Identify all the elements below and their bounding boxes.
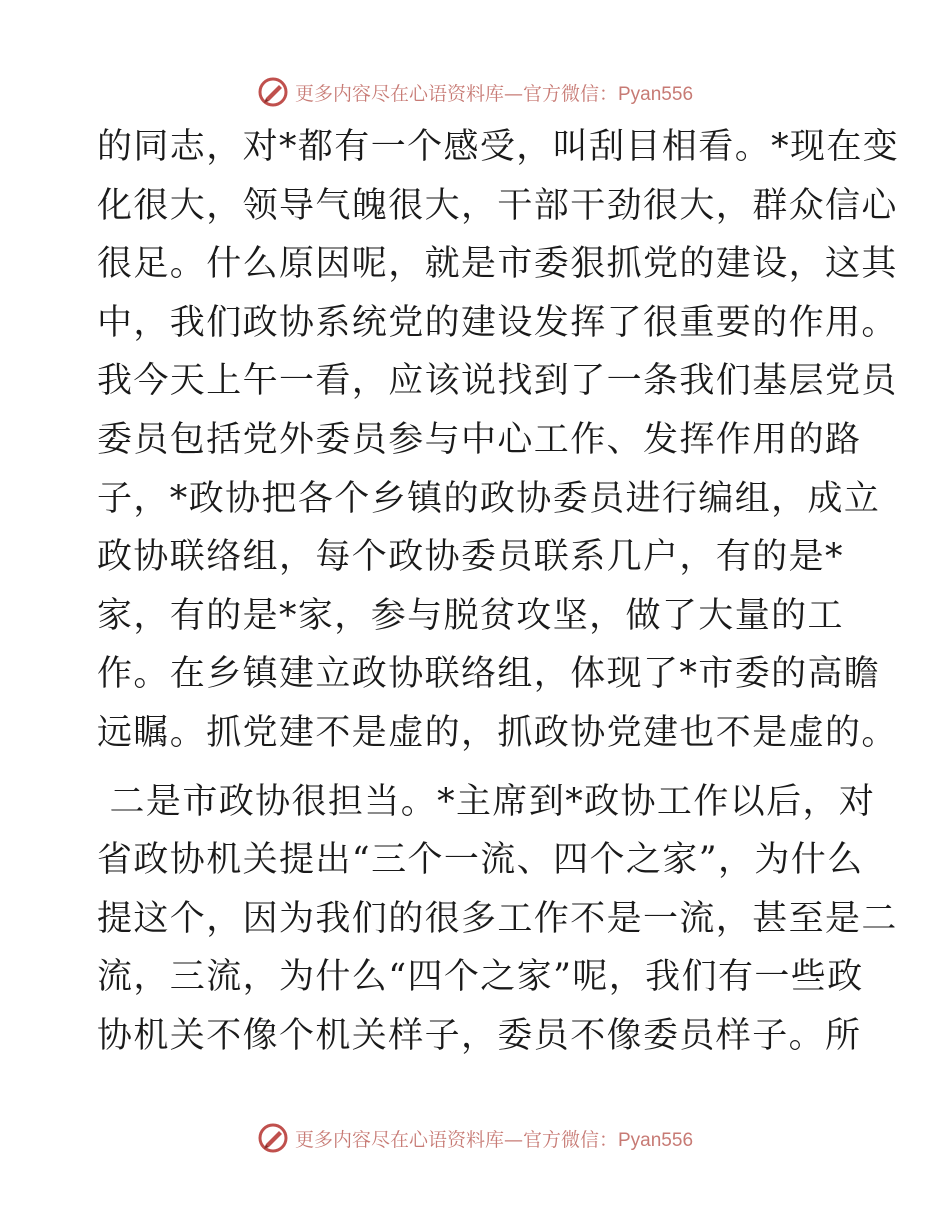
text-line: 流，三流，为什么“四个之家”呢，我们有一些政	[97, 957, 864, 998]
paragraph-1	[97, 118, 900, 763]
text-line: 作。在乡镇建立政协联络组，体现了*市委的高瞻	[97, 654, 881, 695]
text-line: 家，有的是*家，参与脱贫攻坚，做了大量的工	[97, 595, 844, 636]
text-line: 的同志，对*都有一个感受，叫刮目相看。*现在变	[97, 127, 900, 167]
text-line: 委员包括党外委员参与中心工作、发挥作用的路	[97, 419, 862, 460]
brand-logo-icon	[257, 76, 289, 108]
text-line: 很足。什么原因呢，就是市委狠抓党的建设，这其	[97, 244, 898, 285]
text-line: 子，*政协把各个乡镇的政协委员进行编组，成立	[97, 478, 881, 519]
text-line: 我今天上午一看，应该说找到了一条我们基层党员	[97, 361, 898, 402]
header-banner-text: 更多内容尽在心语资料库—官方微信：Pyan556	[294, 82, 694, 105]
text-line: 协机关不像个机关样子，委员不像委员样子。所	[97, 1015, 862, 1056]
text-line: 省政协机关提出“三个一流、四个之家”，为什么	[97, 840, 864, 881]
header-banner	[0, 72, 950, 112]
text-line: 二是市政协很担当。*主席到*政协工作以后，对	[97, 781, 876, 822]
text-line: 政协联络组，每个政协委员联系几户，有的是*	[97, 537, 844, 578]
footer-banner	[0, 1118, 950, 1158]
brand-logo-icon	[257, 1122, 289, 1154]
footer-banner-handle: Pyan556	[618, 1129, 694, 1151]
document-body	[97, 118, 900, 1066]
text-line: 远瞩。抓党建不是虚的，抓政协党建也不是虚的。	[97, 712, 898, 753]
text-line: 化很大，领导气魄很大，干部干劲很大，群众信心	[97, 185, 898, 226]
text-line: 中，我们政协系统党的建设发挥了很重要的作用。	[97, 302, 898, 343]
text-line: 提这个，因为我们的很多工作不是一流，甚至是二	[97, 898, 898, 939]
header-banner-handle: Pyan556	[618, 83, 694, 105]
paragraph-spacer	[97, 763, 857, 773]
paragraph-2	[97, 773, 898, 1066]
footer-banner-text: 更多内容尽在心语资料库—官方微信：Pyan556	[294, 1128, 694, 1151]
